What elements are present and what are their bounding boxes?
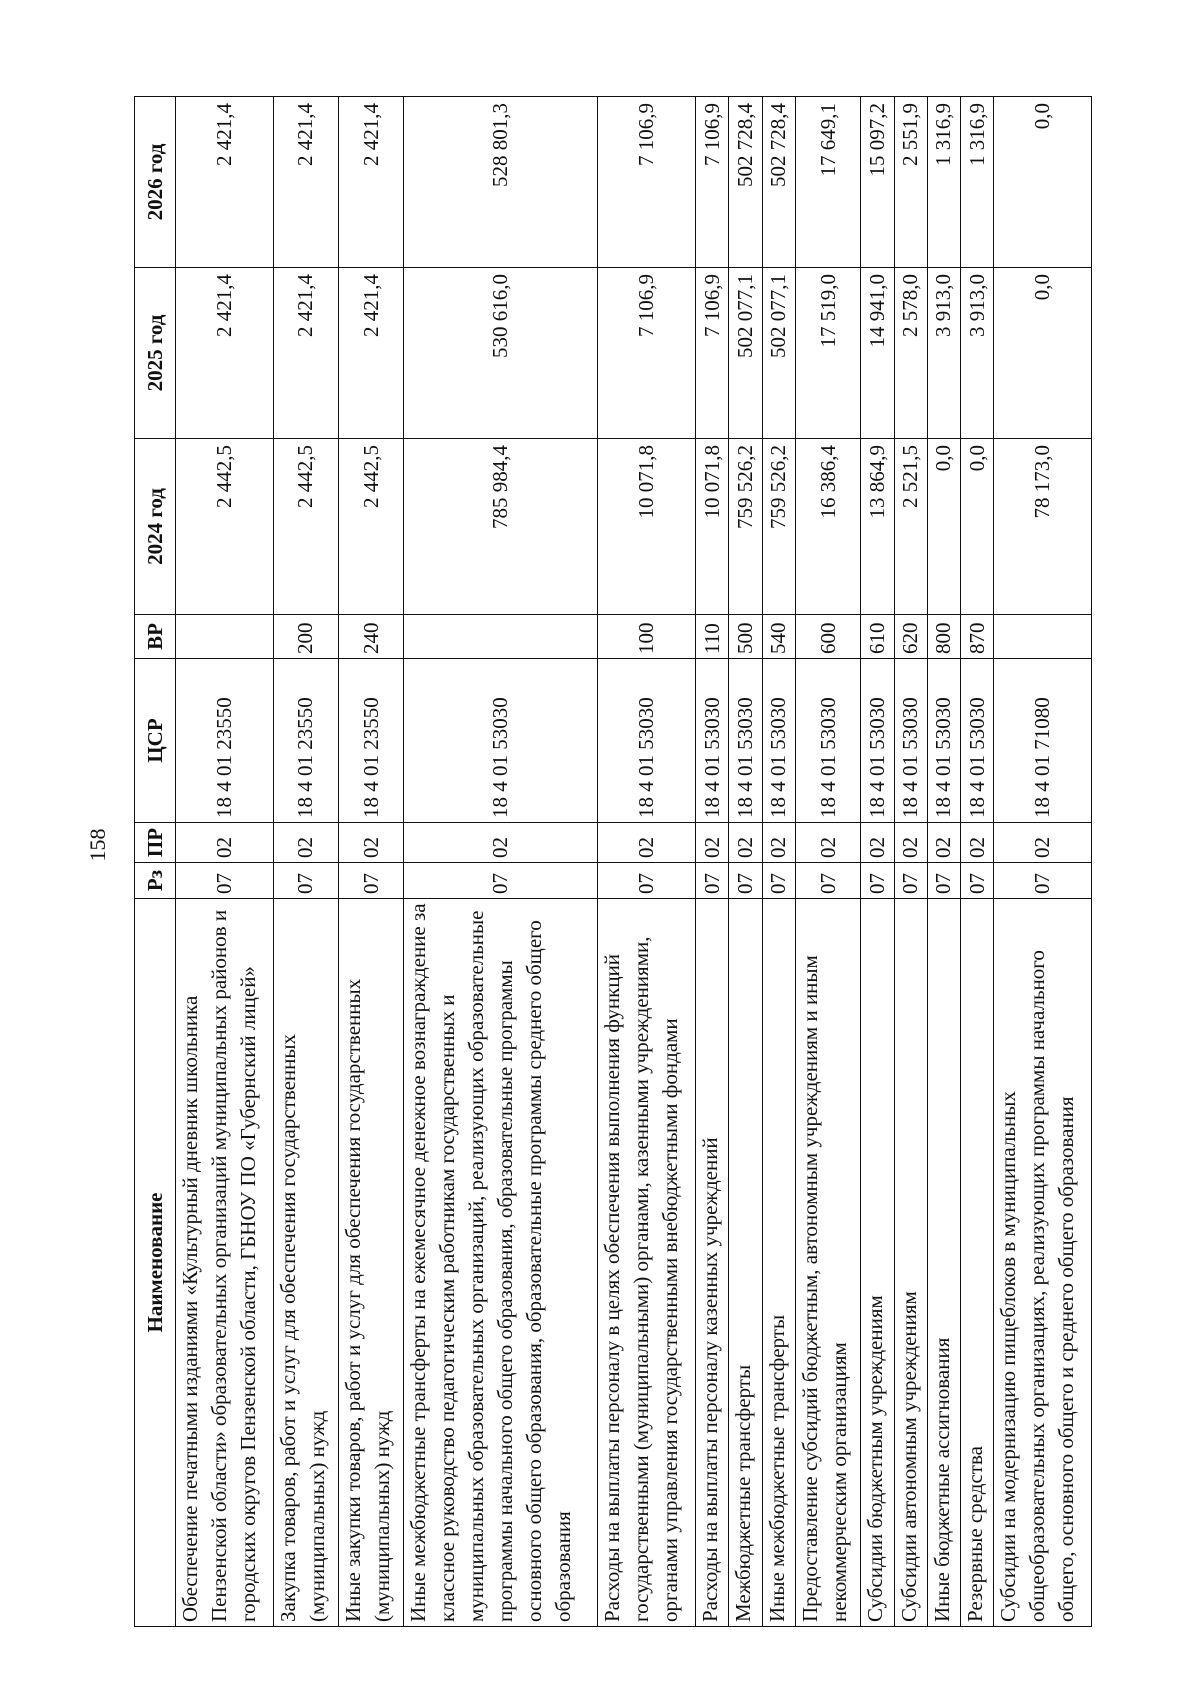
table-row	[176, 97, 274, 1627]
cell-csr: 18 4 01 53030	[762, 659, 795, 823]
cell-pr: 02	[994, 823, 1092, 863]
cell-vr: 800	[927, 615, 960, 659]
header-vr: ВР	[135, 615, 176, 659]
cell-vr	[176, 615, 274, 659]
cell-rz: 07	[339, 863, 404, 899]
cell-name: Иные межбюджетные трансферты	[762, 899, 795, 1627]
cell-rz: 07	[927, 863, 960, 899]
cell-2026: 17 649,1	[795, 97, 860, 268]
header-2025: 2025 год	[135, 268, 176, 439]
cell-2024: 0,0	[927, 439, 960, 615]
cell-name: Обеспечение печатными изданиями «Культурный дневник школьника Пензенской области» образовательных организаций муниципальных районов и городских округов Пензенской области, ГБНОУ ПО «Губернский лицей»	[176, 899, 274, 1627]
cell-2026: 7 106,9	[598, 97, 696, 268]
cell-rz: 07	[404, 863, 598, 899]
cell-2024: 2 442,5	[176, 439, 274, 615]
cell-csr: 18 4 01 71080	[994, 659, 1092, 823]
cell-name: Субсидии бюджетным учреждениям	[861, 899, 894, 1627]
cell-name: Закупка товаров, работ и услуг для обеспечения государственных (муниципальных) нужд	[273, 899, 338, 1627]
cell-vr	[404, 615, 598, 659]
cell-csr: 18 4 01 53030	[795, 659, 860, 823]
table-row	[861, 97, 894, 1627]
table-row	[927, 97, 960, 1627]
cell-2025: 17 519,0	[795, 268, 860, 439]
table-row	[696, 97, 729, 1627]
table-row	[273, 97, 338, 1627]
cell-vr: 200	[273, 615, 338, 659]
table-body	[176, 97, 1092, 1627]
table-row	[762, 97, 795, 1627]
cell-name: Субсидии автономным учреждениям	[894, 899, 927, 1627]
cell-2025: 7 106,9	[696, 268, 729, 439]
cell-pr: 02	[598, 823, 696, 863]
cell-csr: 18 4 01 53030	[961, 659, 994, 823]
cell-2024: 16 386,4	[795, 439, 860, 615]
cell-2024: 10 071,8	[598, 439, 696, 615]
cell-2024: 2 521,5	[894, 439, 927, 615]
cell-csr: 18 4 01 53030	[861, 659, 894, 823]
cell-rz: 07	[961, 863, 994, 899]
cell-2025: 14 941,0	[861, 268, 894, 439]
table-row	[795, 97, 860, 1627]
cell-rz: 07	[598, 863, 696, 899]
cell-name: Иные межбюджетные трансферты на ежемесячное денежное вознаграждение за классное руководство педагогическим работникам государственных и муниципальных образовательных организаций, реализующих образовательные программы начального общего образования, образовательные программы основного общего образования, образовательные программы среднего общего образования	[404, 899, 598, 1627]
cell-vr: 610	[861, 615, 894, 659]
cell-vr: 500	[729, 615, 762, 659]
cell-rz: 07	[176, 863, 274, 899]
cell-rz: 07	[994, 863, 1092, 899]
cell-2025: 502 077,1	[729, 268, 762, 439]
budget-table	[134, 96, 1092, 1627]
cell-pr: 02	[894, 823, 927, 863]
cell-rz: 07	[273, 863, 338, 899]
cell-pr: 02	[795, 823, 860, 863]
cell-pr: 02	[176, 823, 274, 863]
cell-2025: 2 421,4	[176, 268, 274, 439]
header-2026: 2026 год	[135, 97, 176, 268]
table-row	[729, 97, 762, 1627]
cell-2024: 13 864,9	[861, 439, 894, 615]
cell-rz: 07	[696, 863, 729, 899]
cell-pr: 02	[339, 823, 404, 863]
header-csr: ЦСР	[135, 659, 176, 823]
header-pr: ПР	[135, 823, 176, 863]
cell-2026: 7 106,9	[696, 97, 729, 268]
table-row	[894, 97, 927, 1627]
cell-2026: 1 316,9	[961, 97, 994, 268]
cell-2026: 2 421,4	[339, 97, 404, 268]
cell-rz: 07	[894, 863, 927, 899]
cell-name: Предоставление субсидий бюджетным, автономным учреждениям и иным некоммерческим организациям	[795, 899, 860, 1627]
cell-2026: 502 728,4	[762, 97, 795, 268]
cell-2025: 3 913,0	[961, 268, 994, 439]
cell-csr: 18 4 01 23550	[176, 659, 274, 823]
cell-2025: 530 616,0	[404, 268, 598, 439]
cell-pr: 02	[273, 823, 338, 863]
cell-vr: 620	[894, 615, 927, 659]
cell-rz: 07	[795, 863, 860, 899]
cell-2024: 2 442,5	[339, 439, 404, 615]
cell-name: Расходы на выплаты персоналу казенных учреждений	[696, 899, 729, 1627]
cell-csr: 18 4 01 53030	[404, 659, 598, 823]
cell-csr: 18 4 01 53030	[729, 659, 762, 823]
cell-rz: 07	[729, 863, 762, 899]
cell-name: Субсидии на модернизацию пищеблоков в муниципальных общеобразовательных организациях, реализующих программы начального общего, основного общего и среднего общего образования	[994, 899, 1092, 1627]
cell-2026: 528 801,3	[404, 97, 598, 268]
cell-name: Резервные средства	[961, 899, 994, 1627]
cell-name: Иные закупки товаров, работ и услуг для обеспечения государственных (муниципальных) нужд	[339, 899, 404, 1627]
cell-2024: 0,0	[961, 439, 994, 615]
cell-csr: 18 4 01 53030	[598, 659, 696, 823]
cell-2026: 1 316,9	[927, 97, 960, 268]
cell-csr: 18 4 01 53030	[927, 659, 960, 823]
cell-csr: 18 4 01 53030	[894, 659, 927, 823]
cell-pr: 02	[861, 823, 894, 863]
cell-pr: 02	[729, 823, 762, 863]
cell-rz: 07	[762, 863, 795, 899]
cell-2024: 759 526,2	[729, 439, 762, 615]
cell-2025: 3 913,0	[927, 268, 960, 439]
cell-2026: 2 421,4	[273, 97, 338, 268]
cell-pr: 02	[927, 823, 960, 863]
cell-2025: 2 421,4	[273, 268, 338, 439]
cell-2025: 502 077,1	[762, 268, 795, 439]
cell-2026: 15 097,2	[861, 97, 894, 268]
table-row	[598, 97, 696, 1627]
cell-2025: 2 421,4	[339, 268, 404, 439]
header-name: Наименование	[135, 899, 176, 1627]
table-row	[961, 97, 994, 1627]
cell-2024: 2 442,5	[273, 439, 338, 615]
table-row	[404, 97, 598, 1627]
cell-pr: 02	[961, 823, 994, 863]
cell-vr: 240	[339, 615, 404, 659]
cell-vr	[994, 615, 1092, 659]
table-header-row	[135, 97, 176, 1627]
cell-pr: 02	[404, 823, 598, 863]
cell-2026: 0,0	[994, 97, 1092, 268]
cell-2024: 10 071,8	[696, 439, 729, 615]
cell-csr: 18 4 01 23550	[273, 659, 338, 823]
page-number: 158	[85, 828, 110, 862]
cell-2025: 0,0	[994, 268, 1092, 439]
rotated-table-container	[134, 97, 1092, 1627]
cell-2026: 2 421,4	[176, 97, 274, 268]
cell-csr: 18 4 01 53030	[696, 659, 729, 823]
cell-vr: 870	[961, 615, 994, 659]
cell-2025: 7 106,9	[598, 268, 696, 439]
cell-vr: 100	[598, 615, 696, 659]
cell-2024: 785 984,4	[404, 439, 598, 615]
cell-name: Расходы на выплаты персоналу в целях обеспечения выполнения функций государственными (муниципальными) органами, казенными учреждениями, органами управления государственными внебюджетными фондами	[598, 899, 696, 1627]
table-row	[994, 97, 1092, 1627]
header-2024: 2024 год	[135, 439, 176, 615]
cell-2025: 2 578,0	[894, 268, 927, 439]
cell-vr: 540	[762, 615, 795, 659]
cell-2024: 759 526,2	[762, 439, 795, 615]
cell-name: Межбюджетные трансферты	[729, 899, 762, 1627]
cell-rz: 07	[861, 863, 894, 899]
cell-2026: 502 728,4	[729, 97, 762, 268]
header-rz: Рз	[135, 863, 176, 899]
cell-2024: 78 173,0	[994, 439, 1092, 615]
cell-pr: 02	[696, 823, 729, 863]
cell-name: Иные бюджетные ассигнования	[927, 899, 960, 1627]
cell-csr: 18 4 01 23550	[339, 659, 404, 823]
cell-2026: 2 551,9	[894, 97, 927, 268]
cell-vr: 600	[795, 615, 860, 659]
cell-vr: 110	[696, 615, 729, 659]
cell-pr: 02	[762, 823, 795, 863]
table-row	[339, 97, 404, 1627]
